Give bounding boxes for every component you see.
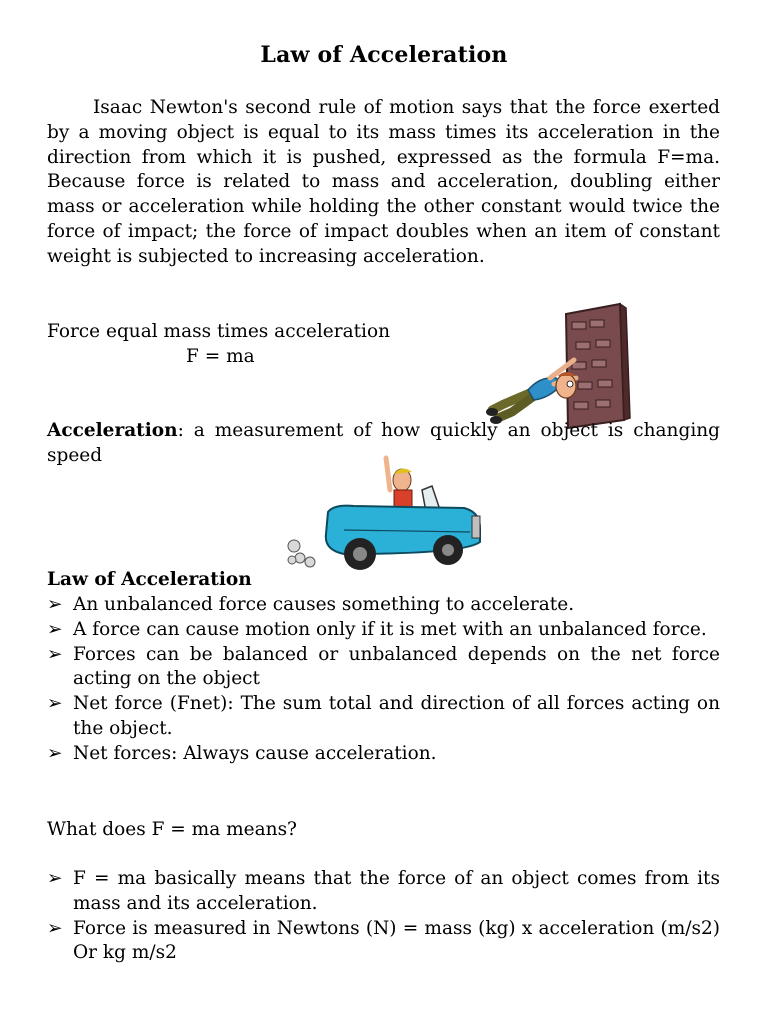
- definition-text: : a measurement of how quickly an object is changing speed: [47, 420, 720, 466]
- arrow-bullet-icon: ➢: [47, 693, 63, 715]
- law-heading: Law of Acceleration: [47, 569, 252, 590]
- list-item: ➢ An unbalanced force causes something to accelerate.: [47, 593, 720, 618]
- page-title: Law of Acceleration: [260, 42, 508, 68]
- arrow-bullet-icon: ➢: [47, 742, 63, 764]
- definition-term: Acceleration: [47, 420, 178, 441]
- list-item: ➢ Forces can be balanced or unbalanced depends on the net force acting on the object: [47, 643, 720, 690]
- list-item: ➢ Force is measured in Newtons (N) = mass (kg) x acceleration (m/s2) Or kg m/s2: [47, 917, 720, 964]
- intro-paragraph: Isaac Newton's second rule of motion says that the force exerted by a moving object is equal to its mass times its acceleration in the direction from which it is pushed, expressed as the formula F=ma. Because force is related to mass and acceleration, doubling either mass or acceleration while holding the other constant would twice the force of impact; the force of impact doubles when an item of constant weight is subjected to increasing acceleration.: [47, 97, 720, 267]
- arrow-bullet-icon: ➢: [47, 868, 63, 889]
- list-item: ➢ A force can cause motion only if it is met with an unbalanced force.: [47, 618, 720, 643]
- formula-caption: Force equal mass times acceleration: [47, 321, 391, 342]
- arrow-bullet-icon: ➢: [47, 618, 63, 640]
- list-item: ➢ F = ma basically means that the force of an object comes from its mass and its acceleration.: [47, 868, 720, 914]
- man-driving-car-illustration: [284, 450, 488, 580]
- arrow-bullet-icon: ➢: [47, 643, 63, 665]
- answer-list: [47, 867, 720, 966]
- list-item: ➢ Net forces: Always cause acceleration.: [47, 742, 720, 767]
- arrow-bullet-icon: ➢: [47, 917, 63, 939]
- formula: F = ma: [186, 346, 255, 367]
- law-list: [47, 593, 720, 767]
- man-pushing-wall-illustration: [484, 300, 632, 430]
- list-item: ➢ Net force (Fnet): The sum total and direction of all forces acting on the object.: [47, 693, 720, 739]
- arrow-bullet-icon: ➢: [47, 594, 63, 615]
- question: What does F = ma means?: [47, 819, 297, 840]
